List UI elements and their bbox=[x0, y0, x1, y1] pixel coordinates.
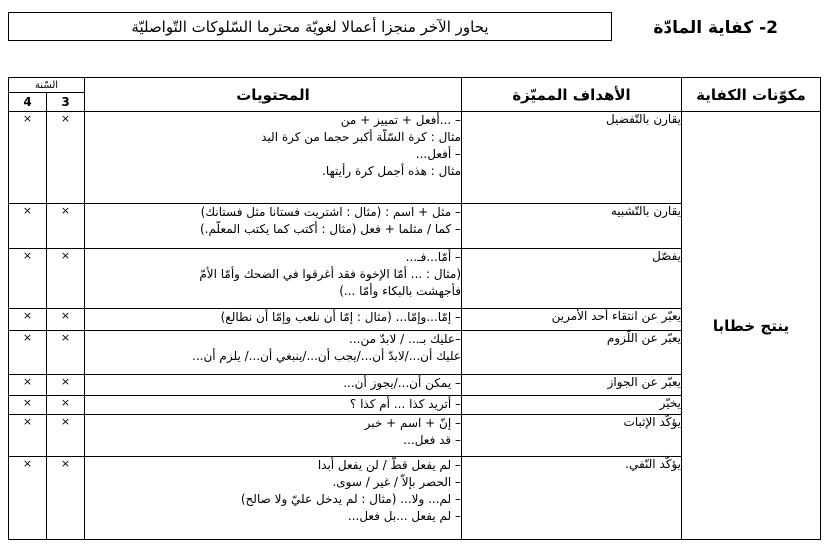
year4-mark: × bbox=[9, 396, 47, 415]
contents-cell bbox=[85, 415, 462, 457]
contents-cell bbox=[85, 249, 462, 309]
year4-mark: × bbox=[9, 112, 47, 204]
content-line: – أمّا...فـ... bbox=[405, 250, 461, 264]
goal-text: يعبّر عن اللّزوم bbox=[606, 331, 681, 345]
section-heading: 2- كفاية المادّة bbox=[653, 18, 778, 38]
content-line: فأجهشت بالبكاء وأمّا ...) bbox=[339, 284, 461, 298]
content-line: –عليك بـ... / لابدّ من... bbox=[349, 332, 461, 346]
year3-mark: × bbox=[47, 396, 85, 415]
year3-mark: × bbox=[47, 309, 85, 331]
competence-statement-box bbox=[8, 12, 612, 41]
year-header: السّنة bbox=[9, 78, 85, 93]
content-line: (مثال : ... أمّا الإخوة فقد أغرقوا في الضحك وأمّا الأمّ bbox=[199, 267, 461, 281]
content-line: – أتريد كذا ... أم كذا ؟ bbox=[349, 397, 461, 411]
year4-mark: × bbox=[9, 331, 47, 375]
contents-cell bbox=[85, 112, 462, 204]
goal-text: يؤكّد النّفي. bbox=[625, 457, 681, 471]
content-line: عليك أن.../لابدّ أن.../يجب أن.../ينبغي أن.../ يلزم أن... bbox=[192, 349, 461, 363]
competence-statement: يحاور الآخر منجزا أعمالا لغويّة محترما السّلوكات التّواصليّة bbox=[131, 17, 489, 36]
goal-text: يؤكّد الإثبات bbox=[623, 415, 681, 429]
goal-cell bbox=[462, 375, 682, 396]
year3-mark: × bbox=[47, 457, 85, 540]
content-line: – ...أفعل + تمييز + من bbox=[340, 113, 461, 127]
contents-cell bbox=[85, 331, 462, 375]
contents-cell bbox=[85, 309, 462, 331]
goal-cell bbox=[462, 457, 682, 540]
content-line: – يمكن أن.../يجوز أن... bbox=[343, 376, 461, 390]
year4-mark: × bbox=[9, 415, 47, 457]
goal-text: يخيّر bbox=[659, 396, 681, 410]
competence-component: ينتج خطابا bbox=[682, 112, 821, 540]
goal-cell bbox=[462, 112, 682, 204]
table-row bbox=[9, 112, 821, 204]
goal-cell bbox=[462, 396, 682, 415]
content-line: – مثل + اسم : (مثال : اشتريت فستانا مثل فستانك) bbox=[200, 205, 461, 219]
content-line: – الحصر بإلاّ / غير / سوى. bbox=[332, 475, 461, 489]
year4-mark: × bbox=[9, 375, 47, 396]
year4-mark: × bbox=[9, 249, 47, 309]
goals-header: الأهداف المميّزة bbox=[462, 78, 682, 112]
content-line: – قد فعل... bbox=[403, 433, 461, 447]
content-line: مثال : كرة السّلّة أكبر حجما من كرة اليد bbox=[261, 130, 461, 144]
components-header: مكوّنات الكفاية bbox=[682, 78, 821, 112]
year4-mark: × bbox=[9, 204, 47, 249]
goal-cell bbox=[462, 309, 682, 331]
contents-cell bbox=[85, 204, 462, 249]
year3-mark: × bbox=[47, 112, 85, 204]
goal-cell bbox=[462, 331, 682, 375]
year3-mark: × bbox=[47, 331, 85, 375]
content-line: – إمّا...وإمّا... (مثال : إمّا أن نلعب وإمّا أن نطالع) bbox=[220, 310, 461, 324]
year4-mark: × bbox=[9, 309, 47, 331]
year3-mark: × bbox=[47, 375, 85, 396]
competence-table bbox=[8, 77, 821, 540]
content-line: – إنّ + اسم + خبر bbox=[364, 416, 461, 430]
content-line: – لم يفعل قطّ / لن يفعل أبدا bbox=[317, 458, 461, 472]
contents-cell bbox=[85, 396, 462, 415]
content-line: مثال : هذه أجمل كرة رأيتها. bbox=[322, 164, 461, 178]
year4-header: 4 bbox=[9, 93, 47, 112]
contents-cell bbox=[85, 457, 462, 540]
goal-text: يفصّل bbox=[652, 249, 681, 263]
goal-cell bbox=[462, 249, 682, 309]
content-line: – لم... ولا... (مثال : لم يدخل عليّ ولا صالح) bbox=[240, 492, 461, 506]
contents-cell bbox=[85, 375, 462, 396]
goal-cell bbox=[462, 415, 682, 457]
content-line: – أفعل... bbox=[415, 147, 461, 161]
year4-mark: × bbox=[9, 457, 47, 540]
goal-text: يقارن بالتّفضيل bbox=[606, 112, 681, 126]
year3-mark: × bbox=[47, 249, 85, 309]
contents-header: المحتويات bbox=[85, 78, 462, 112]
table-body bbox=[9, 112, 821, 540]
content-line: – لم يفعل ...بل فعل... bbox=[347, 509, 461, 523]
goal-cell bbox=[462, 204, 682, 249]
goal-text: يقارن بالتّشبيه bbox=[610, 204, 681, 218]
year3-header: 3 bbox=[47, 93, 85, 112]
content-line: – كما / مثلما + فعل (مثال : أكتب كما يكتب المعلّم.) bbox=[199, 222, 461, 236]
goal-text: يعبّر عن الجواز bbox=[607, 375, 681, 389]
year3-mark: × bbox=[47, 204, 85, 249]
goal-text: يعبّر عن انتقاء أحد الأمرين bbox=[551, 309, 681, 323]
year3-mark: × bbox=[47, 415, 85, 457]
